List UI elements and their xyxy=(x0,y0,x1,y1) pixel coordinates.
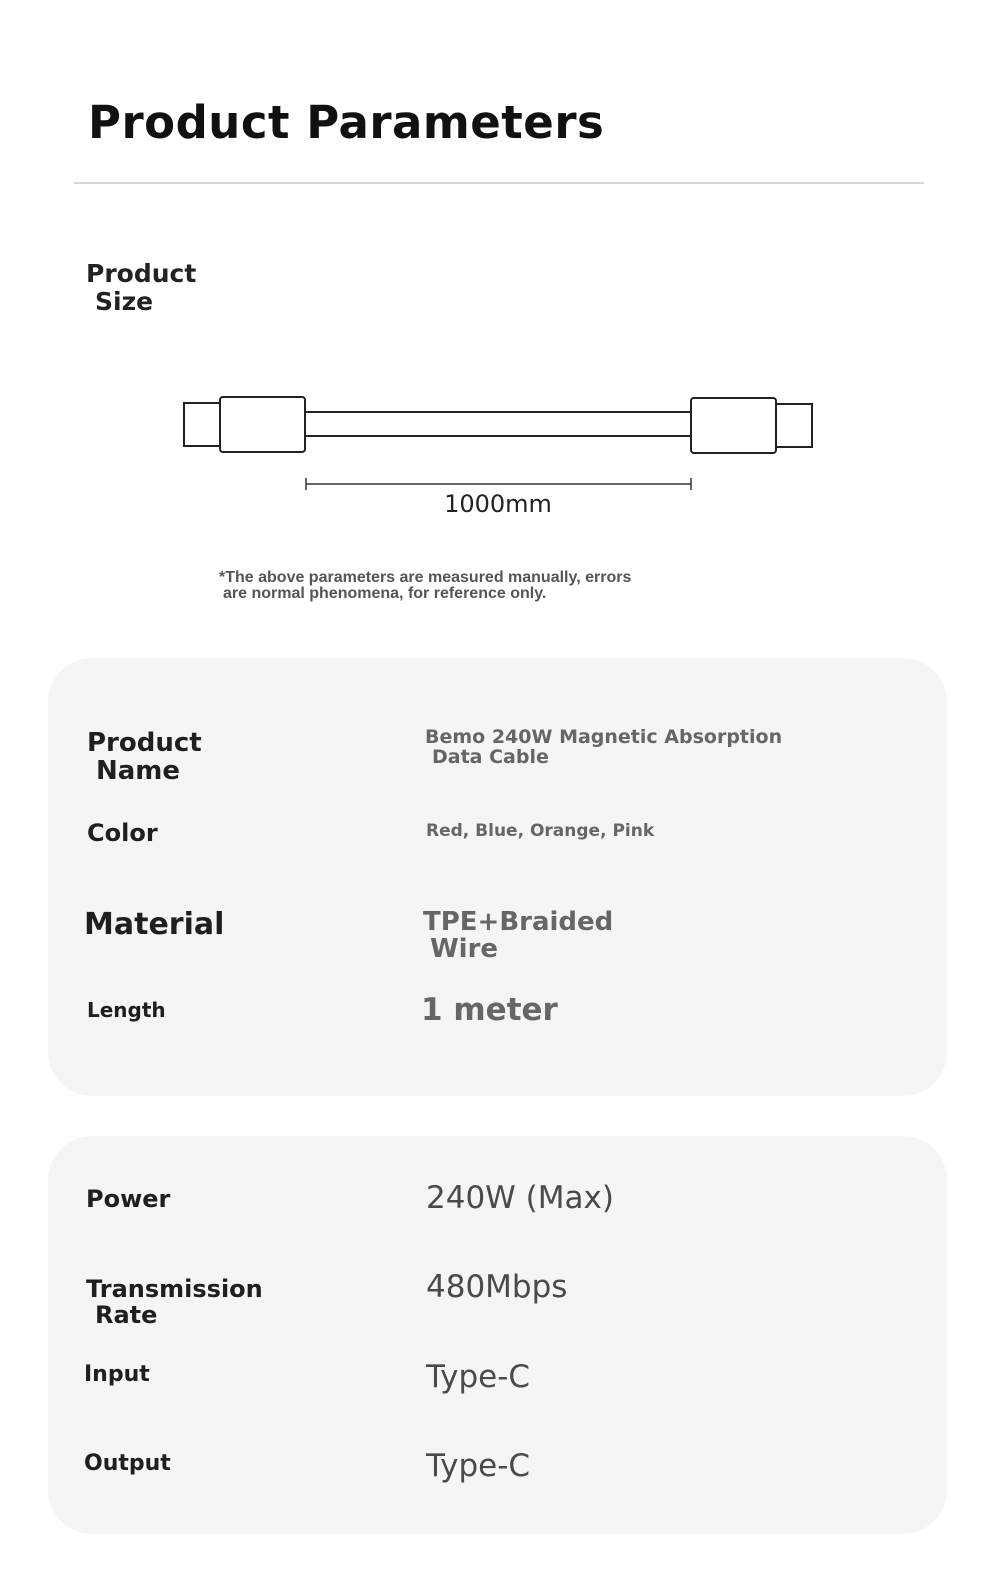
spec-value-input: Type-C xyxy=(426,1359,531,1395)
product-size-label xyxy=(86,260,236,316)
spec-value-transmission-rate: 480Mbps xyxy=(426,1269,568,1305)
product-size-label-line1: Product xyxy=(86,259,197,288)
product-size-label-line2: Size xyxy=(95,287,154,316)
measurement-note-line2: are normal phenomena, for reference only. xyxy=(223,585,547,602)
cable-wire xyxy=(305,412,691,436)
spec-label-product-name: Product Name xyxy=(87,728,202,786)
right-connector-body xyxy=(691,398,776,453)
spec-value-output: Type-C xyxy=(426,1448,531,1484)
spec-value-product-name: Bemo 240W Magnetic Absorption Data Cable xyxy=(425,726,783,768)
cable-diagram xyxy=(0,380,1000,490)
spec-value-length: 1 meter xyxy=(421,992,558,1028)
spec-label-power: Power xyxy=(86,1185,171,1213)
page-title: Product Parameters xyxy=(88,96,605,149)
right-plug-tip xyxy=(776,404,812,447)
measurement-note-line1: *The above parameters are measured manually, errors xyxy=(219,569,632,586)
measurement-note xyxy=(219,570,779,602)
dimension-label: 1000mm xyxy=(444,490,552,518)
spec-value-color: Red, Blue, Orange, Pink xyxy=(426,821,655,841)
spec-label-input: Input xyxy=(84,1362,150,1387)
basic-specs-card xyxy=(48,658,947,1096)
spec-label-output: Output xyxy=(84,1451,171,1476)
left-connector-body xyxy=(220,397,305,452)
spec-value-power: 240W (Max) xyxy=(426,1180,614,1216)
spec-label-transmission-rate: Transmission Rate xyxy=(86,1275,263,1329)
spec-label-length: Length xyxy=(87,998,166,1022)
spec-label-material: Material xyxy=(84,907,225,942)
spec-value-material: TPE+Braided Wire xyxy=(423,907,614,964)
spec-label-color: Color xyxy=(87,819,158,847)
title-divider xyxy=(74,182,924,184)
left-plug-tip xyxy=(184,403,221,446)
